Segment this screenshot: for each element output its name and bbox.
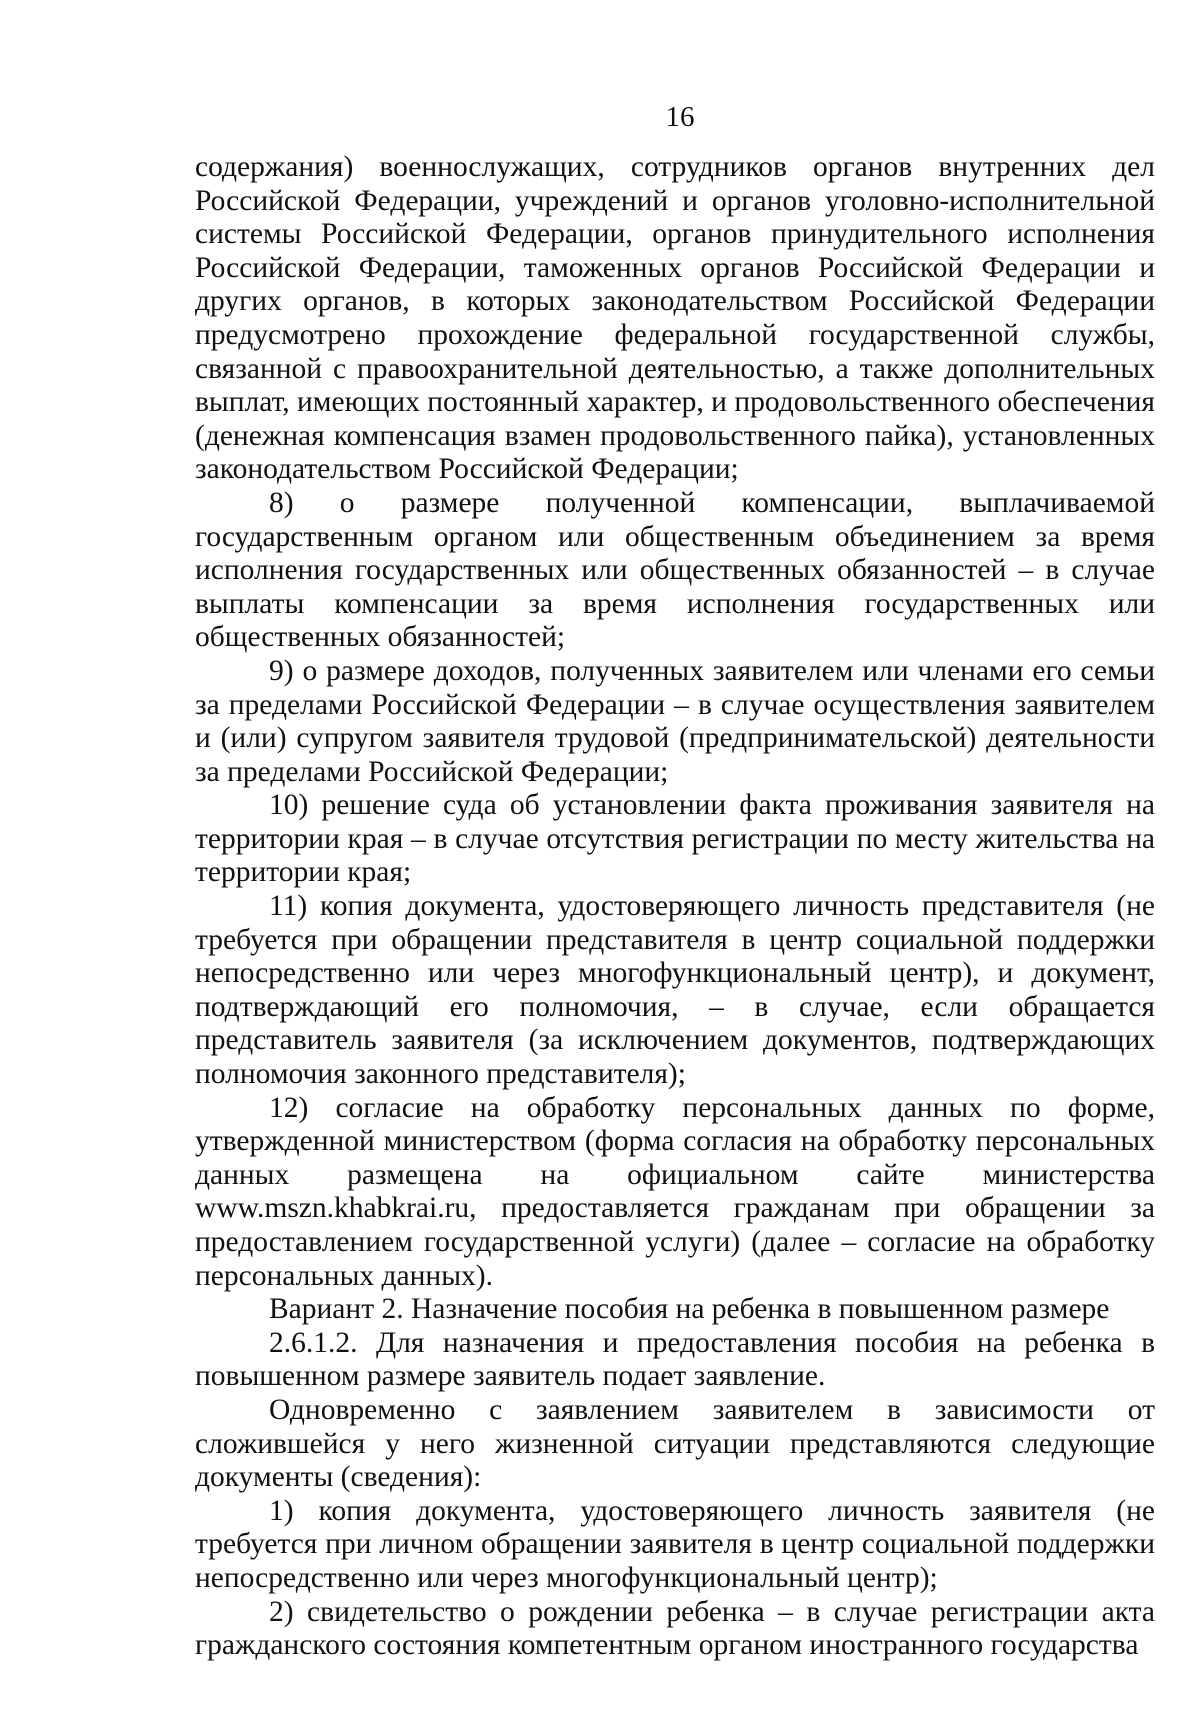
paragraph-item-11: 11) копия документа, удостоверяющего личность представителя (не требуется при обращении представителя в центр социальной поддержки непосредственно или через многофункциональный центр), и документ, подтверждающий его полномочия, – в случае, если обращается представитель заявителя (за исключением документов, подтверждающих полномочия законного представителя); [195, 890, 1155, 1091]
paragraph-item-8: 8) о размере полученной компенсации, выплачиваемой государственным органом или общественным объединением за время исполнения государственных или общественных обязанностей – в случае выплаты компенсации за время исполнения государственных или общественных обязанностей; [195, 486, 1155, 654]
paragraph-documents-intro: Одновременно с заявлением заявителем в зависимости от сложившейся у него жизненной ситуации представляются следующие документы (сведения): [195, 1393, 1155, 1494]
paragraph-item-12: 12) согласие на обработку персональных данных по форме, утвержденной министерством (форма согласия на обработку персональных данных размещена на официальном сайте министерства www.mszn.khabkrai.ru, предоставляется гражданам при обращении за предоставлением государственной услуги) (далее – согласие на обработку персональных данных). [195, 1091, 1155, 1292]
paragraph-item-10: 10) решение суда об установлении факта проживания заявителя на территории края – в случае отсутствия регистрации по месту жительства на территории края; [195, 789, 1155, 889]
paragraph-item-9: 9) о размере доходов, полученных заявителем или членами его семьи за пределами Российской Федерации – в случае осуществления заявителем и (или) супругом заявителя трудовой (предпринимательской) деятельности за пределами Российской Федерации; [195, 654, 1155, 788]
paragraph-item-1: 1) копия документа, удостоверяющего личность заявителя (не требуется при личном обращении заявителя в центр социальной поддержки непосредственно или через многофункциональный центр); [195, 1494, 1155, 1594]
document-body [195, 151, 1155, 1663]
section-heading-variant-2: Вариант 2. Назначение пособия на ребенка в повышенном размере [269, 1293, 1110, 1326]
paragraph-2-6-1-2: 2.6.1.2. Для назначения и предоставления пособия на ребенка в повышенном размере заявитель подает заявление. [195, 1326, 1155, 1393]
page-number: 16 [665, 101, 695, 133]
paragraph-item-2: 2) свидетельство о рождении ребенка – в случае регистрации акта гражданского состояния компетентным органом иностранного государства [195, 1595, 1155, 1662]
paragraph-continuation: содержания) военнослужащих, сотрудников органов внутренних дел Российской Федерации, учреждений и органов уголовно-исполнительной системы Российской Федерации, органов принудительного исполнения Российской Федерации, таможенных органов Российской Федерации и других органов, в которых законодательством Российской Федерации предусмотрено прохождение федеральной государственной службы, связанной с правоохранительной деятельностью, а также дополнительных выплат, имеющих постоянный характер, и продовольственного обеспечения (денежная компенсация взамен продовольственного пайка), установленных законодательством Российской Федерации; [195, 151, 1155, 486]
